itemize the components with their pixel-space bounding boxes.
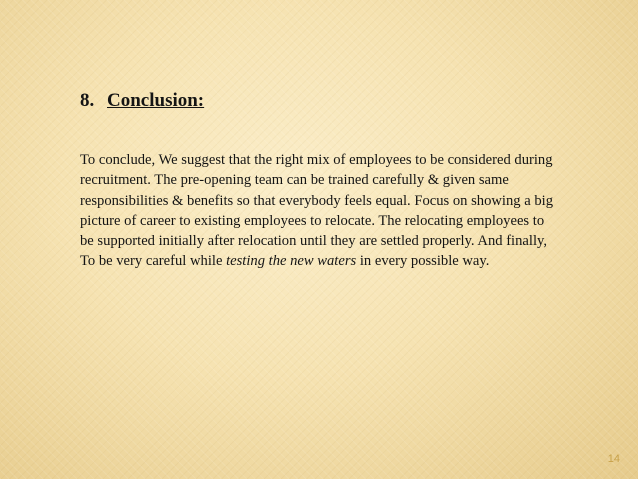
paragraph-text-after: in every possible way. [356, 253, 490, 270]
section-title: Conclusion: [107, 90, 205, 111]
page-number: 14 [607, 453, 620, 465]
paragraph-text-before: To conclude, We suggest that the right mix of employees to be considered during recruitment. The pre-opening team can be trained carefully & given same responsibilities & benefits so that everybody feels equal. Focus on showing a big picture of career to existing employees to relocate. The relocating employees to be supported initially after relocation until they are settled properly. And finally, To be very careful while [80, 152, 553, 270]
paragraph-italic-phrase: testing the new waters [226, 253, 357, 270]
conclusion-paragraph [80, 150, 560, 272]
section-heading [80, 90, 204, 112]
section-number: 8. [80, 90, 95, 111]
